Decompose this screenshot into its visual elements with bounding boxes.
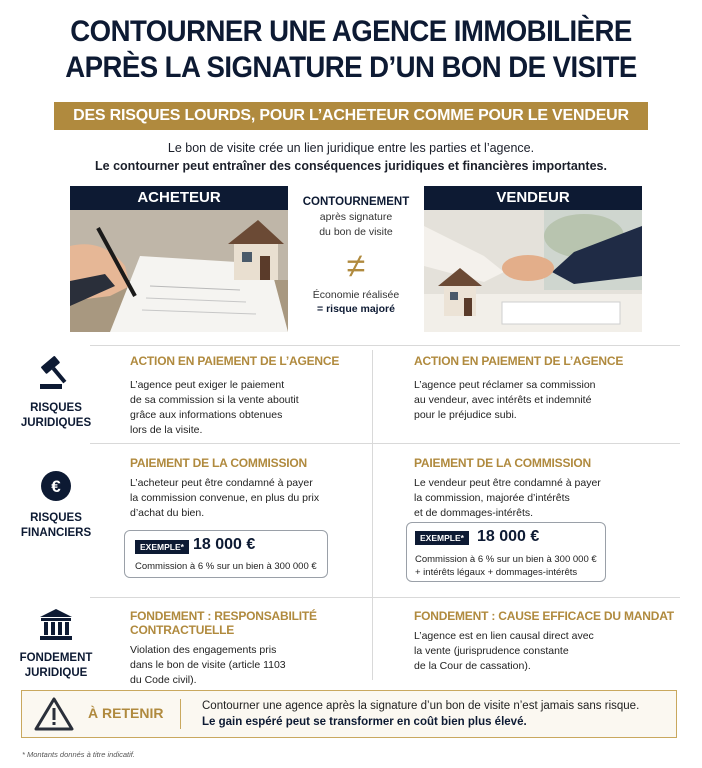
seller-label: VENDEUR [424, 186, 642, 210]
row-label-text [16, 651, 96, 681]
text-line: lors de la visite. [130, 424, 203, 436]
seller-financier [414, 456, 674, 521]
buyer-juridique [130, 354, 365, 438]
row-label-financiers [16, 470, 96, 541]
section-heading: ACTION EN PAIEMENT DE L’AGENCE [130, 354, 340, 368]
buyer-financier [130, 456, 365, 521]
intro-line-1: Le bon de visite crée un lien juridique entre les parties et l’agence. [167, 141, 535, 155]
takeaway-line-1: Contourner une agence après la signature d’un bon de visite n’est jamais sans risque. [202, 700, 640, 712]
text-line: L’agence peut réclamer sa commission [414, 379, 596, 391]
section-text [414, 476, 674, 521]
text-line: la commission, majorée d’intérêts [414, 492, 570, 504]
takeaway-separator [180, 699, 181, 729]
buyer-example-box [124, 530, 328, 578]
seller-photo [424, 186, 642, 332]
section-heading: PAIEMENT DE LA COMMISSION [130, 456, 308, 470]
intro-line-2: Le contourner peut entraîner des conséquences juridiques et financières importantes. [95, 159, 607, 173]
courthouse-icon [38, 608, 74, 642]
buyer-label: ACHETEUR [70, 186, 288, 210]
intro [0, 139, 702, 175]
example-amount: 18 000 € [193, 536, 256, 553]
section-heading: PAIEMENT DE LA COMMISSION [414, 456, 592, 470]
row-label-text [16, 511, 96, 541]
row-label-fondement [16, 608, 96, 681]
section-text [130, 378, 365, 438]
row-label-line-1: RISQUES [30, 402, 82, 414]
text-line: dans le bon de visite (article 1103 [130, 659, 286, 671]
example-tag: EXEMPLE* [135, 540, 189, 554]
row-label-line-2: JURIDIQUES [20, 417, 92, 429]
text-line: Violation des engagements pris [130, 644, 277, 656]
gavel-icon [36, 352, 76, 392]
text-line: du Code civil). [130, 674, 197, 686]
seller-fondement [414, 609, 678, 674]
row-label-line-2: FINANCIERS [20, 527, 92, 539]
example-note-line: Commission à 6 % sur un bien à 300 000 € [415, 554, 597, 565]
center-risk: = risque majoré [317, 303, 395, 315]
example-tag: EXEMPLE* [415, 531, 469, 545]
section-text [130, 643, 370, 688]
center-sub-line-1: après signature [319, 211, 393, 223]
not-equal-icon: ≠ [346, 247, 366, 285]
row-label-line-2: JURIDIQUE [24, 667, 88, 679]
title-line-2: APRÈS LA SIGNATURE D’UN BON DE VISITE [65, 51, 637, 84]
warning-icon [34, 697, 74, 731]
takeaway-line-2: Le gain espéré peut se transformer en coût bien plus élevé. [202, 716, 527, 728]
text-line: L’agence peut exiger le paiement [130, 379, 285, 391]
center-subtitle [300, 210, 412, 240]
example-amount: 18 000 € [477, 528, 540, 545]
buyer-photo [70, 186, 288, 332]
footnote: * Montants donnés à titre indicatif. [22, 750, 135, 759]
subtitle-banner: DES RISQUES LOURDS, POUR L’ACHETEUR COMME POUR LE VENDEUR [54, 102, 648, 130]
key-takeaway-box [21, 690, 677, 738]
center-title: CONTOURNEMENT [302, 196, 410, 208]
section-heading: ACTION EN PAIEMENT DE L’AGENCE [414, 354, 624, 368]
text-line: de la Cour de cassation). [414, 660, 531, 672]
text-line: de sa commission si la vente aboutit [130, 394, 299, 406]
text-line: la vente (jurisprudence constante [414, 645, 569, 657]
title-line-1: CONTOURNER UNE AGENCE IMMOBILIÈRE [70, 15, 632, 48]
example-note-line: + intérêts légaux + dommages-intérêts [415, 567, 578, 578]
takeaway-title: À RETENIR [88, 705, 164, 721]
page-title [28, 14, 674, 86]
row-divider [90, 597, 680, 598]
buyer-fondement [130, 609, 370, 688]
section-text [130, 476, 365, 521]
text-line: et de dommages-intérêts. [414, 507, 534, 519]
example-note [415, 553, 597, 579]
row-label-line-1: RISQUES [30, 512, 82, 524]
row-divider [90, 443, 680, 444]
row-divider [90, 345, 680, 346]
text-line: L’agence est en lien causal direct avec [414, 630, 594, 642]
text-line: Le vendeur peut être condamné à payer [414, 477, 601, 489]
section-heading: FONDEMENT : CAUSE EFFICACE DU MANDAT [414, 609, 674, 623]
text-line: pour le préjudice subi. [414, 409, 517, 421]
column-divider [372, 350, 373, 680]
text-line: d’achat du bien. [130, 507, 205, 519]
text-line: la commission convenue, en plus du prix [130, 492, 320, 504]
text-line: L’acheteur peut être condamné à payer [130, 477, 313, 489]
svg-text:€: € [51, 477, 61, 496]
text-line: grâce aux informations obtenues [130, 409, 283, 421]
section-text [414, 378, 674, 423]
row-label-text [16, 401, 96, 431]
row-label-line-1: FONDEMENT [19, 652, 93, 664]
text-line: au vendeur, avec intérêts et indemnité [414, 394, 592, 406]
seller-example-box [406, 522, 606, 582]
section-heading: FONDEMENT : RESPONSABILITÉ CONTRACTUELLE [130, 609, 317, 637]
bypass-center [300, 196, 412, 315]
center-economy: Économie réalisée [312, 289, 400, 301]
euro-icon [40, 470, 72, 502]
center-sub-line-2: du bon de visite [319, 226, 393, 238]
row-label-juridiques [16, 352, 96, 431]
seller-juridique [414, 354, 674, 423]
example-note: Commission à 6 % sur un bien à 300 000 € [135, 561, 317, 572]
section-text [414, 629, 678, 674]
